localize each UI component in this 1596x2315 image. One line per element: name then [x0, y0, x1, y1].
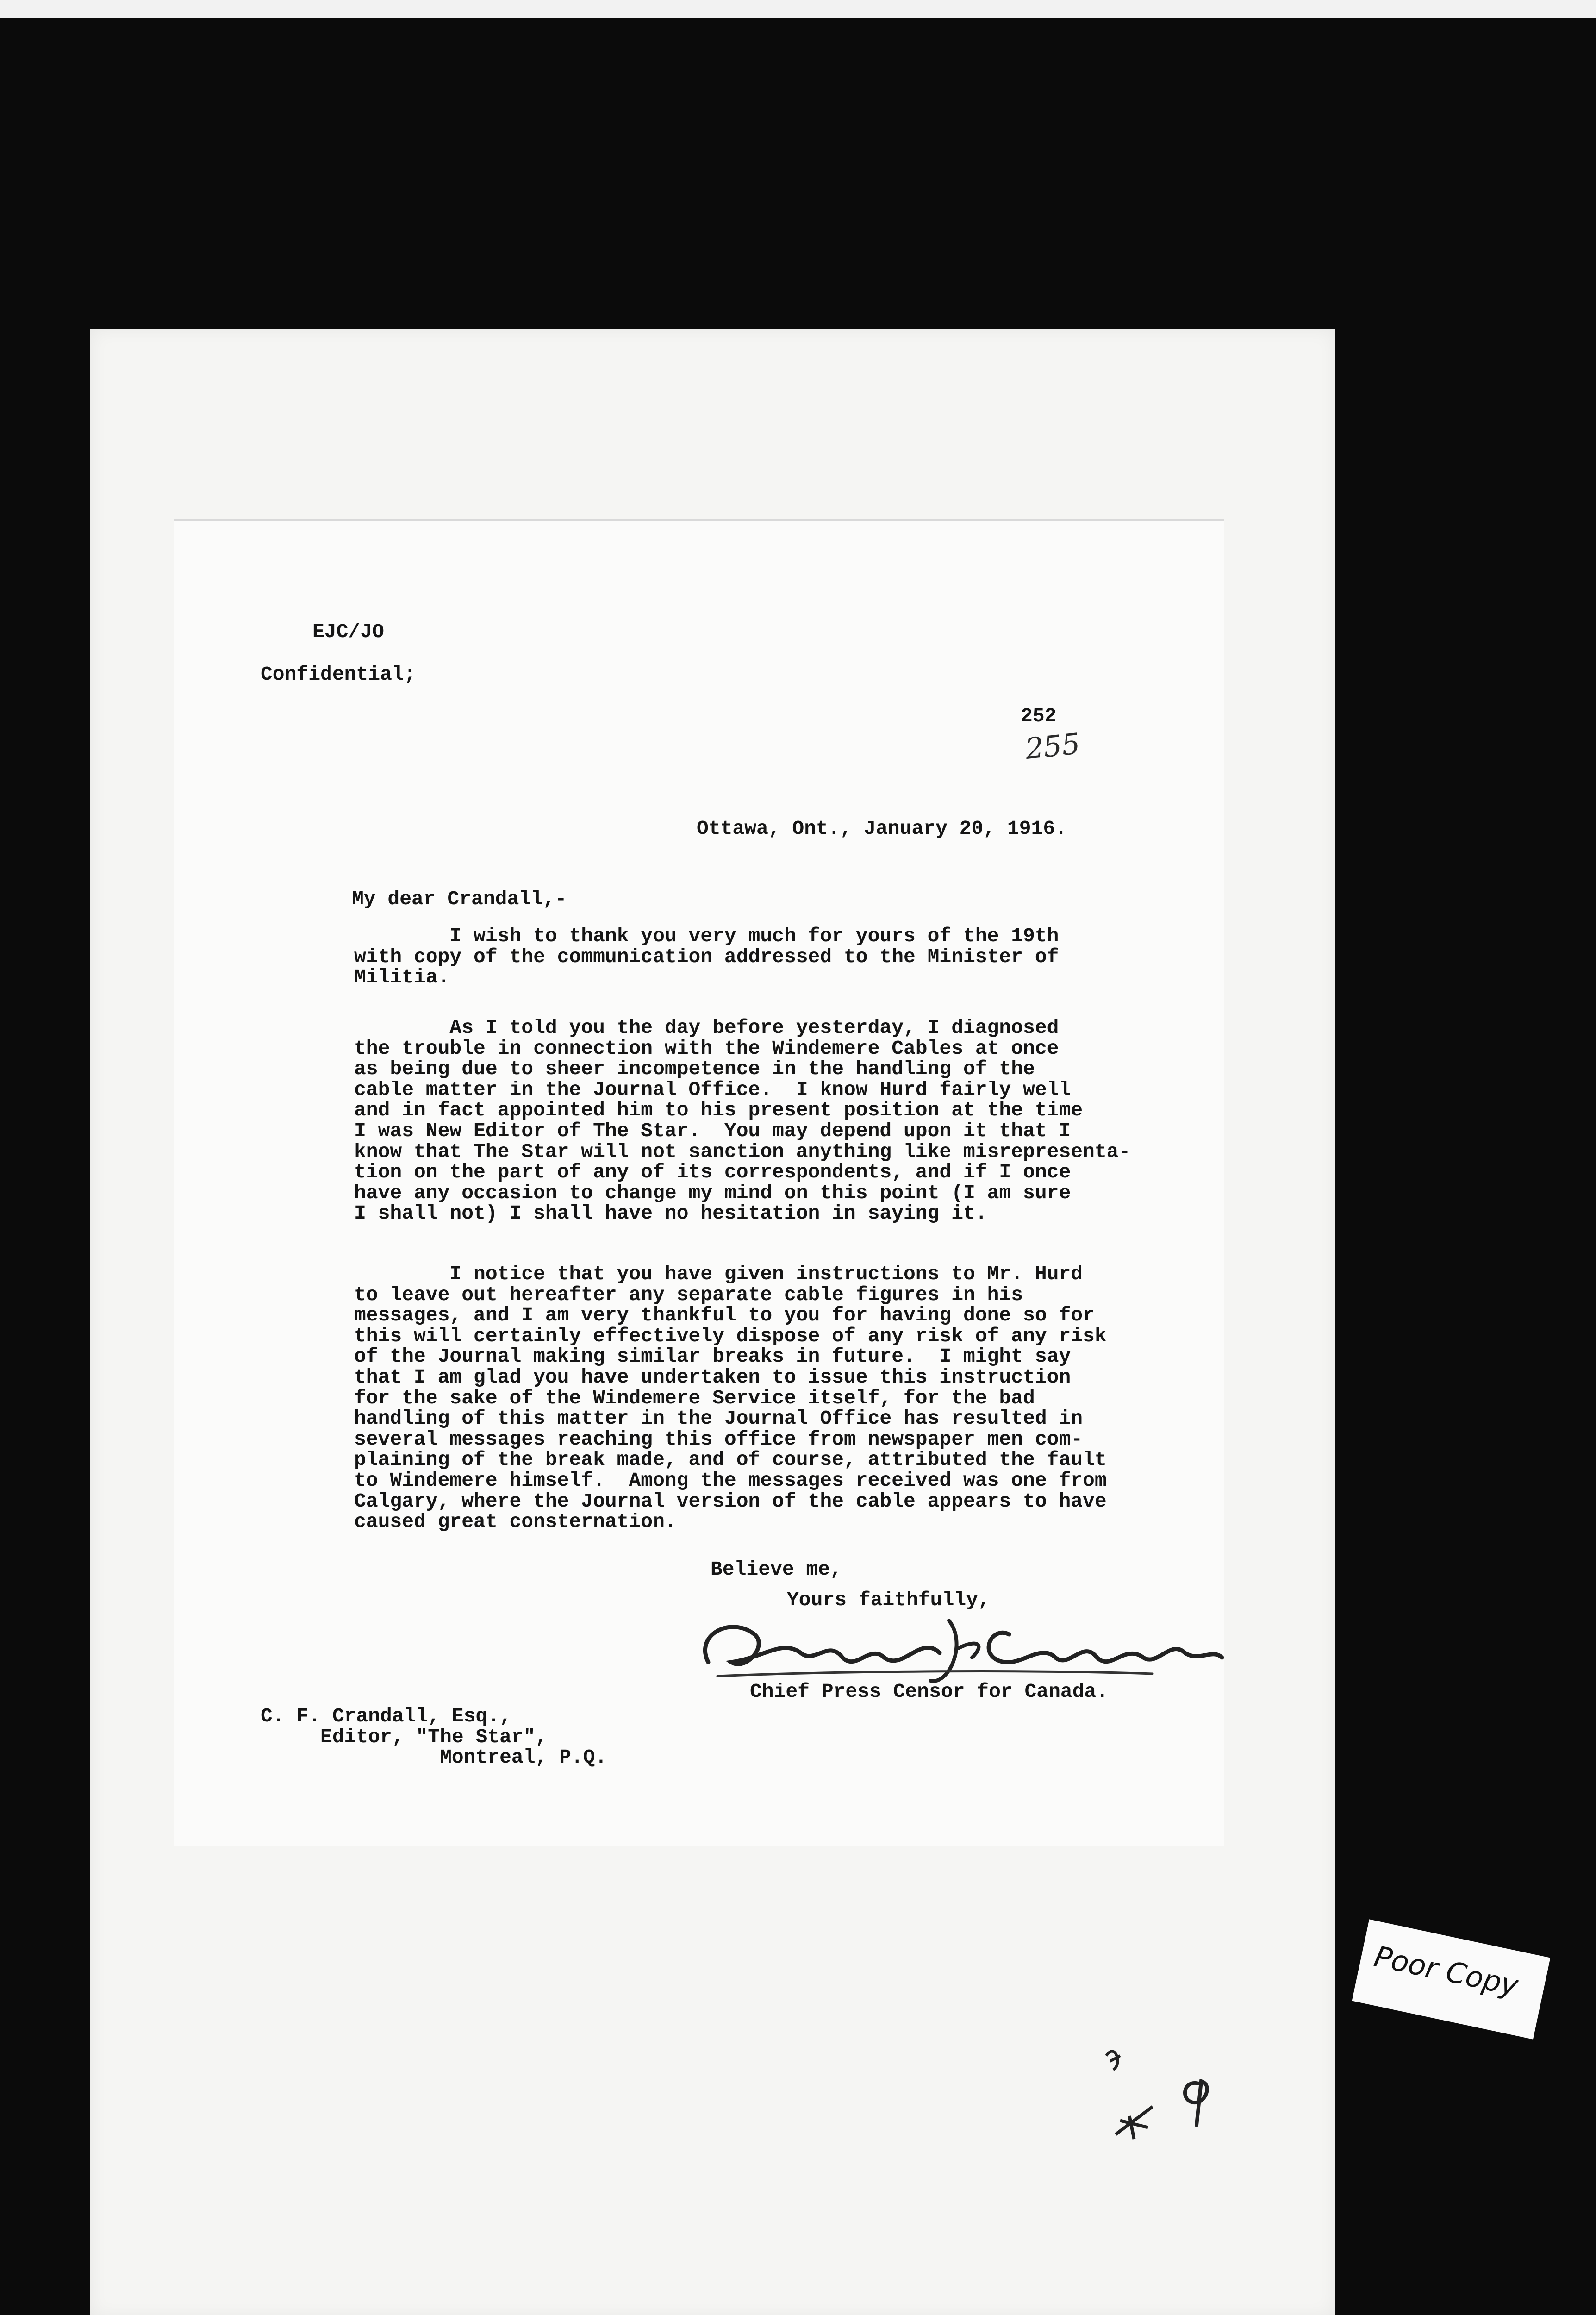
letter-reference: EJC/JO: [312, 620, 384, 643]
handwritten-marks: [1102, 2028, 1222, 2148]
letter-closing-yours: Yours faithfully,: [787, 1589, 990, 1611]
letter-place-date: Ottawa, Ont., January 20, 1916.: [697, 817, 1067, 840]
signature-title: Chief Press Censor for Canada.: [750, 1680, 1109, 1703]
handwritten-signature: [690, 1607, 1227, 1688]
poor-copy-sticker: [1352, 1919, 1551, 2039]
film-top-edge: [0, 0, 1596, 18]
letter-closing: Believe me,: [711, 1558, 842, 1581]
letter-salutation: My dear Crandall,-: [352, 888, 567, 910]
file-number-typed: 252: [1021, 705, 1057, 727]
file-number-handwritten: 255: [1023, 726, 1082, 766]
letter-classification: Confidential;: [261, 663, 416, 686]
poor-copy-note: Poor Copy: [1371, 1939, 1521, 2003]
letter-paragraph-1: I wish to thank you very much for yours of the 19th with copy of the communication addressed to the Minister of Militia.: [354, 925, 1059, 989]
letter-paragraph-3: I notice that you have given instructions to Mr. Hurd to leave out hereafter any separate cable figures in his messages, and I am very thankful to you for having done so for this will certainly effectively dispose of any risk of any risk of the Journal making similar breaks in future. I might say that I am glad you have undertaken to issue this instruction for the sake of the Windemere Service itself, for the bad handling of this matter in the Journal Office has resulted in several messages reaching this office from newspaper men com- plaining of the break made, and of course, attributed the fault to Windemere himself. Among the messages received was one from Calgary, where the Journal version of the cable appears to have caused great consternation.: [354, 1263, 1107, 1533]
letter-paragraph-2: As I told you the day before yesterday, I diagnosed the trouble in connection with the Windemere Cables at once as being due to sheer incompetence in the handling of the cable matter in the Journal Office. I know Hurd fairly well and in fact appointed him to his present position at the time I was New Editor of The Star. You may depend upon it that I know that The Star will not sanction anything like misrepresenta- tion on the part of any of its correspondents, and if I once have any occasion to change my mind on this point (I am sure I shall not) I shall have no hesitation in saying it.: [354, 1016, 1131, 1225]
recipient-address: C. F. Crandall, Esq., Editor, "The Star", Montreal, P.Q.: [261, 1705, 607, 1769]
